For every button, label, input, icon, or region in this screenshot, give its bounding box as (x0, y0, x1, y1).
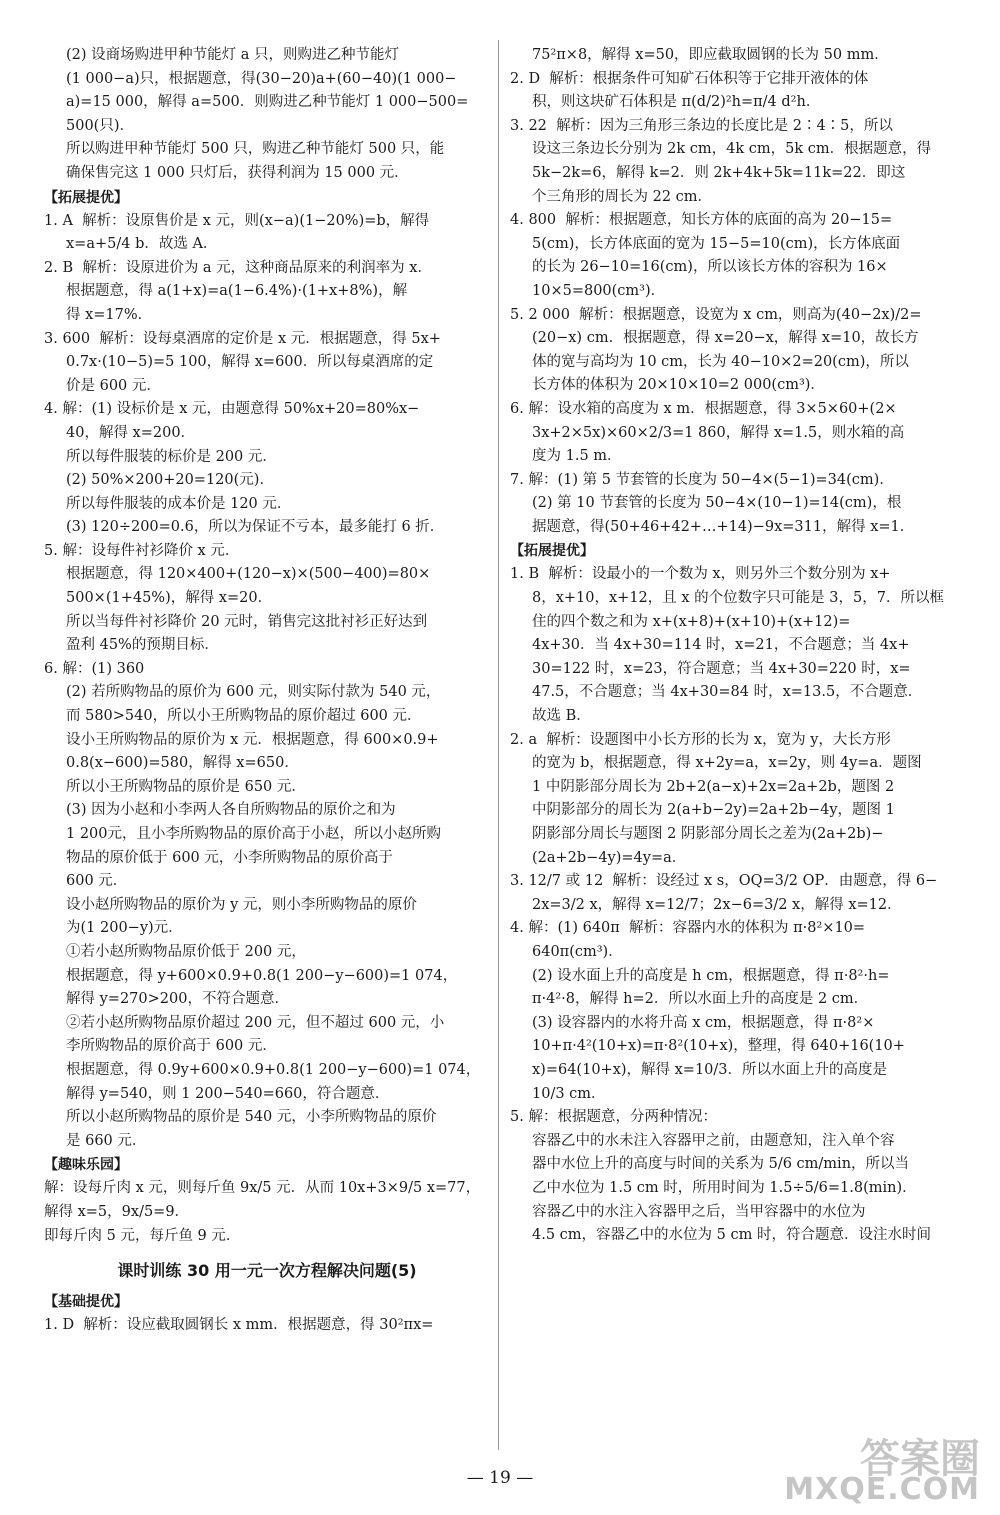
right-text-line: 据题意，得(50+46+42+…+14)−9x=311，解得 x=1． (532, 518, 915, 535)
left-text-line: 所以小王所购物品的原价是 650 元． (66, 778, 306, 795)
section-heading: 【趣味乐园】 (44, 1157, 128, 1174)
left-text-line: 根据题意，得 a(1+x)=a(1−6.4%)·(1+x+8%)，解 (66, 283, 408, 300)
right-text-line: (2) 设水面上升的高度是 h cm，根据题意，得 π·8²·h= (532, 967, 890, 984)
left-text-line: 600 元． (66, 873, 128, 890)
right-text-line: 器中水位上升的高度与时间的关系为 5/6 cm/min，所以当 (532, 1156, 910, 1173)
left-text-line: 解得 y=270>200，不符合题意． (66, 991, 289, 1008)
left-text-line: 解得 x=5，9x/5=9． (44, 1203, 190, 1220)
right-text-line: 的长为 26−10=16(cm)，所以该长方体的容积为 16× (532, 259, 888, 276)
watermark-text-top: 答案圈 (860, 1436, 980, 1482)
left-text-line: 解：设每斤肉 x 元，则每斤鱼 9x/5 元．从而 10x+3×9/5 x=77， (44, 1180, 481, 1197)
left-text-line: 所以每件服装的标价是 200 元． (66, 448, 277, 465)
right-text-line: 5(cm)，长方体底面的宽为 15−5=10(cm)，长方体底面 (532, 235, 901, 252)
left-text-line: 得 x=17%． (66, 306, 153, 323)
left-text-line: 500×(1+45%)，解得 x=20． (66, 590, 273, 607)
left-text-line: x=a+5/4 b．故选 A． (66, 236, 218, 253)
left-text-line: ②若小赵所购物品原价超过 200 元，但不超过 600 元，小 (66, 1014, 445, 1031)
left-text-line: (3) 120÷200=0.6，所以为保证不亏本，最多能打 6 折． (66, 519, 445, 536)
right-text-line: 乙中水位为 1.5 cm 时，所用时间为 1.5÷5/6=1.8(min)． (532, 1179, 917, 1196)
right-text-line: 住的四个数之和为 x+(x+8)+(x+10)+(x+12)= (532, 613, 851, 630)
right-text-line: 2. a 解析：设题图中小长方形的长为 x，宽为 y，大长方形 (510, 731, 891, 748)
right-text-line: 积，则这块矿石体积是 π(d/2)²h=π/4 d²h． (532, 94, 821, 111)
right-text-line: 3x+2×5x)×60×2/3=1 860，解得 x=1.5，则水箱的高 (532, 424, 905, 441)
right-text-line: 阴影部分周长与题图 2 阴影部分周长之差为(2a+2b)− (532, 826, 884, 842)
left-text-line: 所以当每件衬衫降价 20 元时，销售完这批衬衫正好达到 (66, 613, 428, 630)
right-text-line: 2x=3/2 x，解得 x=12/7；2x−6=3/2 x，解得 x=12． (532, 896, 902, 913)
right-text-line: 设这三条边长分别为 2k cm，4k cm，5k cm．根据题意，得 (532, 141, 932, 158)
left-text-line: 1. A 解析：设原售价是 x 元，则(x−a)(1−20%)=b，解得 (44, 212, 430, 229)
right-text-line: 5k−2k=6，解得 k=2．则 2k+4k+5k=11k=22．即这 (532, 164, 906, 181)
page-number: — 19 — (466, 1468, 534, 1488)
left-text-line: 设小王所购物品的原价为 x 元．根据题意，得 600×0.9+ (66, 731, 439, 748)
right-text-line: 5. 2 000 解析：根据题意，设宽为 x cm，则高为(40−2x)/2= (510, 306, 922, 323)
right-text-line: 4x+30．当 4x+30=114 时，x=21，不合题意；当 4x+ (532, 637, 910, 654)
left-text-line: 1 200元，且小李所购物品的原价高于小赵，所以小赵所购 (66, 826, 442, 842)
right-text-line: 4. 800 解析：根据题意，知长方体的底面的高为 20−15= (510, 212, 893, 229)
right-text-line: 长方体的体积为 20×10×10=2 000(cm³)． (532, 377, 825, 394)
left-text-line: a)=15 000，解得 a=500．则购进乙种节能灯 1 000−500= (66, 94, 469, 111)
left-text-line: 所以购进甲种节能灯 500 只，购进乙种节能灯 500 只，能 (66, 141, 445, 158)
right-text-line: (20−x) cm．根据题意，得 x=20−x，解得 x=10，故长方 (532, 330, 919, 347)
right-column (510, 44, 960, 1248)
right-text-line: 10+π·4²(10+x)=π·8²(10+x)，整理，得 640+16(10+ (532, 1038, 905, 1055)
left-text-line: (2) 若所购物品的原价为 600 元，则实际付款为 540 元， (66, 684, 441, 701)
left-text-line: 解得 y=540，则 1 200−540=660，符合题意． (66, 1085, 390, 1102)
right-text-line: x)=64(10+x)，解得 x=10/3．所以水面上升的高度是 (532, 1061, 888, 1078)
left-text-line: 根据题意，得 y+600×0.9+0.8(1 200−y−600)=1 074， (66, 967, 458, 984)
left-text-line: 是 660 元． (66, 1132, 147, 1149)
right-text-line: 3. 22 解析：因为三角形三条边的长度比是 2∶4∶5，所以 (510, 117, 893, 134)
right-text-line: π·4²·8，解得 h=2．所以水面上升的高度是 2 cm． (532, 991, 869, 1008)
right-text-line: 4. 解：(1) 640π 解析：容器内水的体积为 π·8²×10= (510, 920, 866, 937)
left-text-line: 李所购物品的原价高于 600 元． (66, 1038, 277, 1055)
right-text-line: 47.5，不合题意；当 4x+30=84 时，x=13.5，不合题意． (532, 684, 923, 701)
column-divider (498, 40, 499, 1450)
left-column (44, 44, 490, 1338)
left-text-line: 1. D 解析：设应截取圆钢长 x mm．根据题意，得 30²πx= (44, 1317, 434, 1334)
right-text-line: 4.5 cm，容器乙中的水位为 5 cm 时，符合题意．设注水时间 (532, 1227, 931, 1244)
right-text-line: 5. 解：根据题意，分两种情况： (510, 1109, 717, 1126)
right-text-line: 中阴影部分的周长为 2(a+b−2y)=2a+2b−4y，题图 1 (532, 802, 895, 819)
watermark-text-bottom: MXQE.COM (784, 1472, 980, 1507)
right-text-line: 640π(cm³)． (532, 943, 623, 960)
right-text-line: 7. 解：(1) 第 5 节套管的长度为 50−4×(5−1)=34(cm)． (510, 471, 894, 488)
right-text-line: 体的宽与高均为 10 cm，长为 40−10×2=20(cm)，所以 (532, 353, 909, 370)
right-text-line: 故选 B． (532, 708, 591, 725)
left-text-line: 40，解得 x=200． (66, 424, 196, 441)
right-text-line: 6. 解：设水箱的高度为 x m．根据题意，得 3×5×60+(2× (510, 400, 897, 417)
left-text-line: (3) 因为小赵和小李两人各自所购物品的原价之和为 (66, 802, 396, 819)
right-text-line: 10×5=800(cm³)． (532, 282, 666, 299)
right-text-line: 10/3 cm． (532, 1085, 606, 1102)
left-text-line: 5. 解：设每件衬衫降价 x 元． (44, 542, 240, 559)
left-text-line: 所以小赵所购物品的原价是 540 元，小李所购物品的原价 (66, 1109, 437, 1126)
right-text-line: 度为 1.5 m． (532, 448, 622, 465)
right-text-line: 3. 12/7 或 12 解析：设经过 x s，OQ=3/2 OP．由题意，得 6− (510, 873, 938, 890)
right-text-line: 容器乙中的水注入容器甲之后，当甲容器中的水位为 (532, 1203, 866, 1220)
lesson-title: 课时训练 30 用一元一次方程解决问题(5) (117, 1261, 417, 1281)
left-text-line: 3. 600 解析：设每桌酒席的定价是 x 元．根据题意，得 5x+ (44, 330, 441, 347)
section-heading: 【拓展提优】 (44, 189, 128, 206)
left-text-line: 盈利 45%的预期目标． (66, 637, 219, 654)
right-text-line: 2. D 解析：根据条件可知矿石体积等于它排开液体的体 (510, 70, 869, 87)
left-text-line: 500(只)． (66, 117, 134, 134)
left-text-line: 设小赵所购物品的原价为 y 元，则小李所购物品的原价 (66, 896, 417, 913)
left-text-line: 价是 600 元． (66, 377, 161, 394)
left-text-line: 物品的原价低于 600 元，小李所购物品的原价高于 (66, 849, 393, 866)
section-heading: 【基础提优】 (44, 1294, 128, 1311)
left-text-line: 根据题意，得 0.9y+600×0.9+0.8(1 200−y−600)=1 074， (66, 1061, 481, 1078)
right-text-line: 8，x+10，x+12，且 x 的个位数字只可能是 3，5，7．所以框 (532, 590, 944, 607)
right-text-line: (2a+2b−4y)=4y=a． (532, 849, 687, 866)
left-text-line: (1 000−a)只，根据题意，得(30−20)a+(60−40)(1 000− (66, 70, 457, 87)
right-text-line: 30=122 时，x=23，符合题意；当 4x+30=220 时，x= (532, 660, 911, 677)
left-text-line: 4. 解：(1) 设标价是 x 元，由题意得 50%x+20=80%x− (44, 401, 420, 418)
right-text-line: 75²π×8，解得 x=50，即应截取圆钢的长为 50 mm． (532, 47, 889, 63)
right-text-line: 个三角形的周长为 22 cm． (532, 188, 713, 205)
left-text-line: (2) 50%×200+20=120(元)． (66, 472, 274, 489)
right-text-line: (2) 第 10 节套管的长度为 50−4×(10−1)=14(cm)，根 (532, 495, 902, 512)
left-text-line: 为(1 200−y)元． (66, 920, 183, 937)
right-text-line: 的宽为 b，根据题意，得 x+2y=a，x=2y，则 4y=a．题图 (532, 755, 922, 772)
left-text-line: 而 580>540，所以小王所购物品的原价超过 600 元． (66, 708, 422, 725)
section-heading: 【拓展提优】 (510, 543, 594, 560)
left-text-line: (2) 设商场购进甲种节能灯 a 只，则购进乙种节能灯 (66, 47, 400, 63)
right-text-line: 1. B 解析：设最小的一个数为 x，则另外三个数分别为 x+ (510, 566, 891, 583)
left-text-line: 6. 解：(1) 360 (44, 660, 145, 677)
right-text-line: 1 中阴影部分周长为 2b+2(a−x)+2x=2a+2b，题图 2 (532, 778, 895, 795)
watermark-logo (730, 1427, 980, 1507)
left-text-line: 0.7x·(10−5)=5 100，解得 x=600．所以每桌酒席的定 (66, 354, 434, 371)
left-text-line: 确保售完这 1 000 只灯后，获得利润为 15 000 元． (66, 164, 409, 181)
right-text-line: (3) 设容器内的水将升高 x cm，根据题意，得 π·8²× (532, 1014, 875, 1031)
left-text-line: 所以每件服装的成本价是 120 元． (66, 495, 292, 512)
left-text-line: ①若小赵所购物品原价低于 200 元， (66, 943, 306, 960)
left-text-line: 即每斤肉 5 元，每斤鱼 9 元． (44, 1227, 241, 1244)
left-text-line: 0.8(x−600)=580，解得 x=650． (66, 755, 299, 772)
left-text-line: 2. B 解析：设原进价为 a 元，这种商品原来的利润率为 x． (44, 259, 432, 276)
right-text-line: 容器乙中的水未注入容器甲之前，由题意知，注入单个容 (532, 1132, 895, 1149)
left-text-line: 根据题意，得 120×400+(120−x)×(500−400)=80× (66, 566, 431, 583)
